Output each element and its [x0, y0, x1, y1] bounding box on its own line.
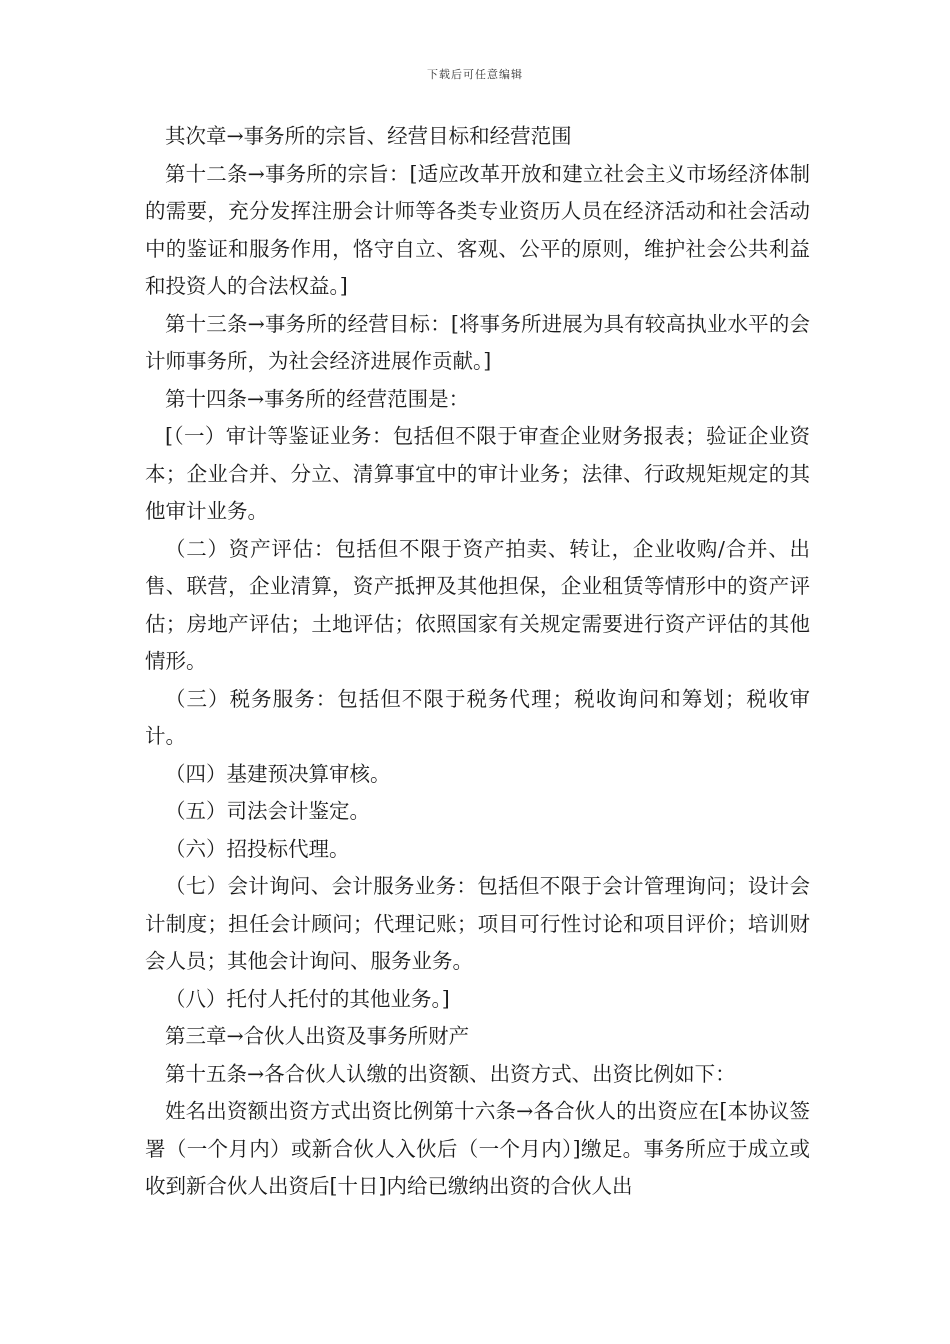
scope-item-5: （五）司法会计鉴定。: [165, 799, 370, 823]
scope-item-7: （七）会计询问、会计服务业务：包括但不限于会计管理询问；设计会计制度；担任会计顾问；代理记账；项目可行性讨论和项目评价；培训财会人员；其他会计询问、服务业务。: [145, 874, 810, 973]
document-body: [145, 118, 810, 1206]
article-16: 姓名出资额出资方式出资比例第十六条→各合伙人的出资应在[本协议签署（一个月内）或新合伙人入伙后（一个月内）]缴足。事务所应于成立或收到新合伙人出资后[十日]内给已缴纳出资的合伙人出: [145, 1099, 810, 1198]
scope-item-3: （三）税务服务：包括但不限于税务代理；税收询问和筹划；税收审计。: [145, 686, 810, 748]
scope-item-6: （六）招投标代理。: [165, 836, 350, 861]
scope-item-2: （二）资产评估：包括但不限于资产拍卖、转让，企业收购/合并、出售、联营，企业清算，资产抵押及其他担保，企业租赁等情形中的资产评估；房地产评估；土地评估；依照国家有关规定需要进行资产评估的其他情形。: [145, 536, 810, 673]
article-13: 第十三条→事务所的经营目标：[将事务所进展为具有较高执业水平的会计师事务所，为社会经济进展作贡献。]: [145, 311, 810, 373]
scope-item-4: （四）基建预决算审核。: [165, 761, 391, 786]
article-12: 第十二条→事务所的宗旨：[适应改革开放和建立社会主义市场经济体制的需要，充分发挥注册会计师等各类专业资历人员在经济活动和社会活动中的鉴证和服务作用，恪守自立、客观、公平的原则，维护社会公共利益和投资人的合法权益。]: [145, 161, 810, 298]
scope-item-1: [（一）审计等鉴证业务：包括但不限于审查企业财务报表；验证企业资本；企业合并、分立、清算事宜中的审计业务；法律、行政规矩规定的其他审计业务。: [145, 424, 810, 523]
chapter-2-heading: 其次章→事务所的宗旨、经营目标和经营范围: [165, 124, 572, 148]
scope-item-8: （八）托付人托付的其他业务。]: [165, 986, 450, 1011]
chapter-3-heading: 第三章→合伙人出资及事务所财产: [165, 1024, 470, 1048]
article-15: 第十五条→各合伙人认缴的出资额、出资方式、出资比例如下：: [165, 1061, 736, 1086]
page-header: 下载后可任意编辑: [427, 68, 523, 81]
article-14: 第十四条→事务所的经营范围是：: [165, 386, 470, 411]
